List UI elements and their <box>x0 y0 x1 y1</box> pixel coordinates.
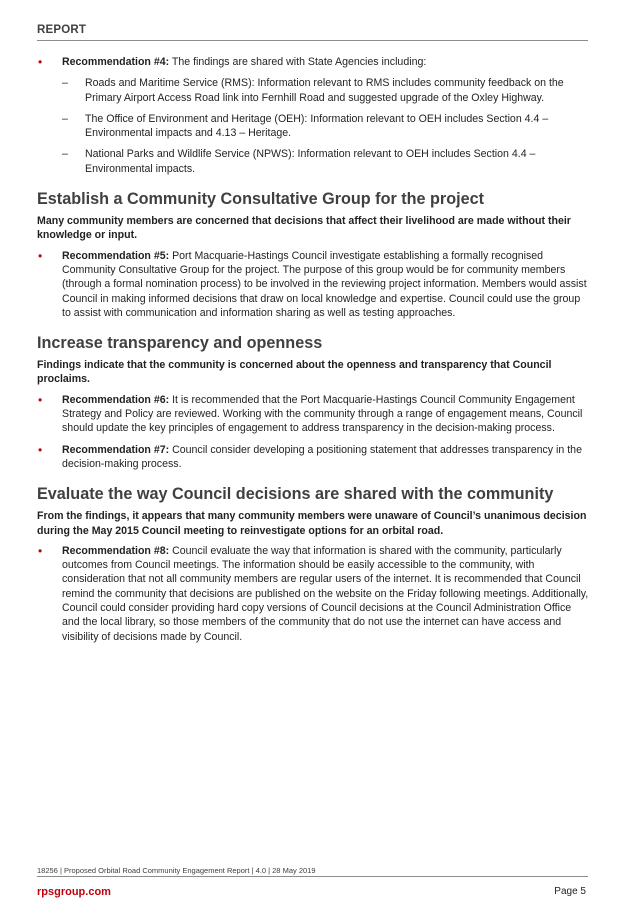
agency-item-npws <box>37 147 589 176</box>
footer-divider <box>37 876 588 877</box>
section-lead: From the findings, it appears that many community members were unaware of Council’s unanimous decision during the May 2015 Council meeting to reinvestigate options for an orbital road. <box>37 510 587 537</box>
section-heading-decisions-shared: Evaluate the way Council decisions are shared with the community <box>37 485 554 504</box>
recommendation-label: Recommendation #4: <box>62 56 170 68</box>
dash-icon: – <box>62 77 68 90</box>
agency-item-text: The Office of Environment and Heritage (OEH): Information relevant to OEH includes Section 4.4 – Environmental impacts and 4.13 – Heritage. <box>85 112 549 140</box>
agency-item-text: Roads and Maritime Service (RMS): Information relevant to RMS includes community feedback on the Primary Airport Access Road link into Fernhill Road and suggested upgrade of the Oxley Highway. <box>85 77 564 104</box>
bullet-icon: • <box>38 543 43 558</box>
bullet-icon: • <box>38 392 43 407</box>
dash-icon: – <box>62 112 68 125</box>
agency-item-oeh <box>37 112 589 141</box>
section-heading-consultative-group: Establish a Community Consultative Group for the project <box>37 190 485 209</box>
recommendation-text: It is recommended that the Port Macquarie-Hastings Council Community Engagement Strategy and Policy are reviewed. Working with the community through a range of engagement means, Council should update the key principles of engagement to address transparency in the decision-making process. <box>62 393 583 435</box>
section-lead: Findings indicate that the community is concerned about the openness and transparency that Council proclaims. <box>37 359 552 386</box>
footer-page-number: Page 5 <box>554 886 586 897</box>
footer-document-reference: 18256 | Proposed Orbital Road Community Engagement Report | 4.0 | 28 May 2019 <box>37 866 316 875</box>
agency-item-text: National Parks and Wildlife Service (NPWS): Information relevant to OEH includes Section 4.4 – Environmental impacts. <box>85 148 536 175</box>
recommendation-6 <box>37 393 589 436</box>
bullet-icon: • <box>38 442 43 457</box>
agency-item-rms <box>37 76 589 105</box>
recommendation-label: Recommendation #8: <box>62 544 170 557</box>
page-content <box>37 55 589 651</box>
section-heading-transparency: Increase transparency and openness <box>37 334 323 353</box>
recommendation-text: Council consider developing a positioning statement that addresses transparency in the decision-making process. <box>62 443 582 470</box>
recommendation-4 <box>37 55 589 69</box>
footer-website-link[interactable]: rpsgroup.com <box>37 886 111 898</box>
recommendation-8 <box>37 544 589 644</box>
dash-icon: – <box>62 148 68 161</box>
recommendation-label: Recommendation #7: <box>62 443 170 456</box>
report-header-label: REPORT <box>37 24 87 36</box>
recommendation-5 <box>37 249 589 320</box>
recommendation-text: The findings are shared with State Agencies including: <box>169 56 427 68</box>
recommendation-7 <box>37 443 589 472</box>
bullet-icon: • <box>38 248 43 263</box>
bullet-icon: • <box>38 55 43 69</box>
header-divider <box>37 40 588 41</box>
section-lead: Many community members are concerned that decisions that affect their livelihood are made without their knowledge or input. <box>37 215 571 242</box>
recommendation-text: Council evaluate the way that information is shared with the community, particularly outcomes from Council meetings. The information should be easily accessible to the community, with consideration that not all community members are regular users of the internet. It is recommended that Council remind the community that decisions are published on the website on the Friday following meetings. Additionally, Council could consider providing hard copy versions of Council decisions at the Council Administration Office and the local library, so those members of the community that do not use the internet can have access and visibility of decisions made by Council. <box>62 544 589 643</box>
recommendation-text: Port Macquarie-Hastings Council investigate establishing a formally recognised Community Consultative Group for the project. The purpose of this group would be for community members (through a formal nomination process) to be involved in the reviewing project information. Members would assist Council in making informed decisions that draw on local knowledge and expertise. Council could use the group to assist with communication and information sharing as well as testing approaches. <box>62 249 587 319</box>
recommendation-label: Recommendation #5: <box>62 249 170 262</box>
recommendation-label: Recommendation #6: <box>62 393 170 406</box>
